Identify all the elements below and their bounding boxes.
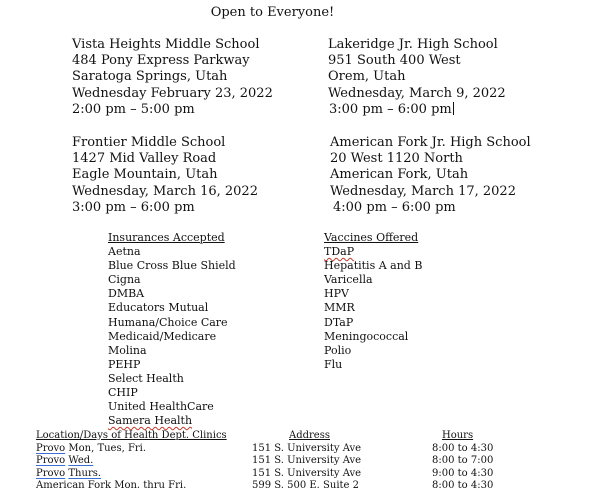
clinic-row-location [36,468,227,481]
insurance-item: DMBA [108,287,145,301]
clinic-address: 151 S. University Ave [252,467,362,479]
insurance-item: PEHP [108,357,141,371]
site-city: Eagle Mountain, Utah [72,167,218,183]
clinic-city: American Fork [36,480,112,492]
clinic-row-location [36,480,227,493]
site-address: 20 West 1120 North [330,151,463,167]
insurance-item: Samera Health [108,414,193,428]
vaccine-item: DTaP [324,315,354,329]
site-date: Wednesday, March 9, 2022 [328,85,506,101]
clinic-city: Provo [36,455,66,467]
clinic-days: Thurs. [68,467,102,479]
vaccine-item: Hepatitis A and B [324,259,423,273]
location-header: Location/Days of Health Dept. Clinics [36,430,227,441]
insurance-item: Aetna [108,245,141,259]
site-city: Saratoga Springs, Utah [72,69,228,85]
vaccine-item: Varicella [324,273,373,287]
clinic-hours: 8:00 to 4:30 [432,442,494,454]
clinic-address-column [252,430,361,493]
site-date: Wednesday, March 17, 2022 [330,183,516,199]
vaccine-item: TDaP [324,245,355,259]
heading: Open to Everyone! [210,5,335,20]
clinic-hours: 8:00 to 7:00 [432,455,494,467]
clinic-address: 151 S. University Ave [252,442,362,454]
site-time: 3:00 pm – 6:00 pm [329,101,452,117]
clinic-days: Wed. [68,455,94,467]
site-address: 1427 Mid Valley Road [72,151,217,167]
clinic-days: Mon, Tues, Fri. [68,442,147,454]
site-date: Wednesday, March 16, 2022 [72,183,258,199]
site-city: American Fork, Utah [330,167,469,183]
insurance-item: Humana/Choice Care [108,315,228,329]
vaccine-item: Flu [324,357,343,371]
clinic-address: 599 S. 500 E. Suite 2 [252,480,360,492]
clinic-hours: 8:00 to 4:30 [432,480,494,492]
insurances-list [108,231,236,428]
clinic-site-vista-heights [72,37,273,118]
clinic-row-location [36,455,227,468]
site-address: 951 South 400 West [328,53,461,69]
clinic-days: Mon. thru Fri. [114,480,187,492]
site-address: 484 Pony Express Parkway [72,53,250,69]
site-time-editable[interactable] [328,102,506,118]
clinic-hours: 9:00 to 4:30 [432,467,494,479]
clinic-city: Provo [36,467,66,479]
vaccine-item: MMR [324,301,355,315]
clinic-site-lakeridge [328,37,506,118]
clinic-site-american-fork [330,135,531,216]
site-time: 3:00 pm – 6:00 pm [72,199,195,215]
insurance-item: Cigna [108,273,141,287]
text-cursor [453,102,454,115]
clinic-city: Provo [36,442,66,454]
clinic-site-frontier [72,135,258,216]
site-date: Wednesday February 23, 2022 [72,85,273,101]
address-header: Address [289,430,330,441]
hours-header: Hours [442,430,474,441]
site-time: 2:00 pm – 5:00 pm [72,101,195,117]
insurance-item: Medicaid/Medicare [108,329,217,343]
site-school: Vista Heights Middle School [72,37,260,52]
site-school: Frontier Middle School [72,135,226,150]
vaccine-item: HPV [324,287,349,301]
insurances-header: Insurances Accepted [108,231,225,244]
insurance-item: Molina [108,343,147,357]
vaccine-item: Meningococcal [324,329,409,343]
insurance-item: Educators Mutual [108,301,209,315]
clinic-row-location [36,443,227,456]
insurance-item: Blue Cross Blue Shield [108,259,236,273]
vaccine-item: Polio [324,343,352,357]
site-school: American Fork Jr. High School [330,135,531,150]
vaccines-list [324,231,422,372]
insurance-item: United HealthCare [108,400,214,414]
site-school: Lakeridge Jr. High School [328,37,498,52]
site-time: 4:00 pm – 6:00 pm [333,199,456,215]
clinic-location-column [36,430,227,493]
vaccines-header: Vaccines Offered [324,231,419,244]
clinic-address: 151 S. University Ave [252,455,362,467]
insurance-item: CHIP [108,386,138,400]
insurance-item: Select Health [108,371,184,385]
clinic-hours-column [432,430,493,493]
site-city: Orem, Utah [328,69,406,85]
